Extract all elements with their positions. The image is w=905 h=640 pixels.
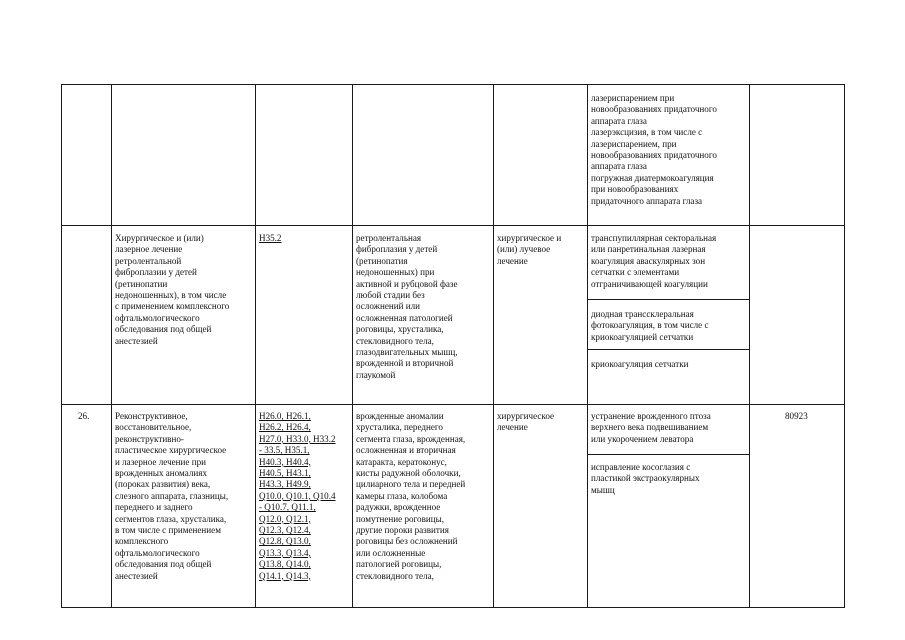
table-border-top: [61, 84, 845, 85]
row-number: 26.: [78, 411, 90, 421]
treatment-type: хирургическое лечение: [497, 411, 555, 433]
treatment-type: хирургическое и (или) лучевое лечение: [497, 233, 562, 266]
treatment-method: устранение врожденного птоза верхнего века подвешиванием или укорочением леватора: [591, 411, 711, 444]
icd-code-link[interactable]: H35.2: [259, 233, 282, 243]
col-border: [255, 84, 256, 608]
table-border-bottom: [61, 607, 845, 608]
icd-code-links[interactable]: H26.0, H26.1, H26.2, H26.4, H27.0, H33.0, H33.2 - 33.5, H35.1, H40.3, H40.4, H40.5, H43.1, H43.3, H49.9, Q10.0, Q10.1, Q10.4 - Q10.7, Q11.1, Q12.0, Q12.1, Q12.3, Q12.4, Q12.8, Q13.0, Q13.3, Q13.4, Q13.8, Q14.0, Q14.1, Q14.3,: [259, 411, 336, 581]
col-border: [111, 84, 112, 608]
method-divider: [587, 349, 749, 350]
col-border: [493, 84, 494, 608]
method-divider: [587, 454, 749, 455]
patient-model: врожденные аномалии хрусталика, переднего сегмента глаза, врожденная, осложненная и вторичная катаракта, кератоконус, кисты радужной оболочки, цилиарного тела и передней камеры глаза, колобома радужки, врожденное помутнение роговицы, другие пороки развития роговицы без осложнений или осложненные патологией роговицы, стекловидного тела,: [356, 411, 466, 581]
treatment-method: криокоагуляция сетчатки: [591, 359, 689, 369]
treatment-method: лазериспарением при новообразованиях придаточного аппарата глаза лазерэксцизия, в том числе с лазериспарением, при новообразованиях придаточного аппарата глаза погружная диатермокоагуляция при новообразованиях придаточного аппарата глаза: [591, 93, 717, 206]
care-name: Хирургическое и (или) лазерное лечение ретролентальной фиброплазии у детей (ретинопатии недоношенных), в том числе с применением комплексного офтальмологического обследования под общей анестезией: [115, 233, 230, 346]
col-border: [587, 84, 588, 608]
care-name: Реконструктивное, восстановительное, реконструктивно- пластическое хирургическое и лазерное лечение при врожденных аномалиях (пороках развития) века, слезного аппарата, глазницы, переднего и заднего сегментов глаза, хрусталика, в том числе с применением комплексного офтальмологического обследования под общей анестезией: [115, 411, 229, 581]
col-border: [844, 84, 845, 608]
patient-model: ретролентальная фиброплазия у детей (ретинопатия недоношенных) при активной и рубцовой фазе любой стадии без осложнений или осложненная патологией роговицы, хрусталика, стекловидного тела, глазодвигательных мышц, врожденной и вторичной глаукомой: [356, 233, 458, 380]
row-divider: [61, 225, 845, 226]
row-divider: [61, 404, 845, 405]
treatment-method: исправление косоглазия с пластикой экстраокулярных мышц: [591, 462, 700, 495]
treatment-method: транспупиллярная секторальная или панретинальная лазерная коагуляция аваскулярных зон сетчатки с элементами отграничивающей коагуляции: [591, 233, 717, 289]
col-border: [749, 84, 750, 608]
cost-value: 80923: [785, 411, 808, 421]
method-divider: [587, 299, 749, 300]
col-border: [352, 84, 353, 608]
treatment-method: диодная транссклеральная фотокоагуляция, в том числе с криокоагуляцией сетчатки: [591, 309, 709, 342]
col-border: [61, 84, 62, 608]
